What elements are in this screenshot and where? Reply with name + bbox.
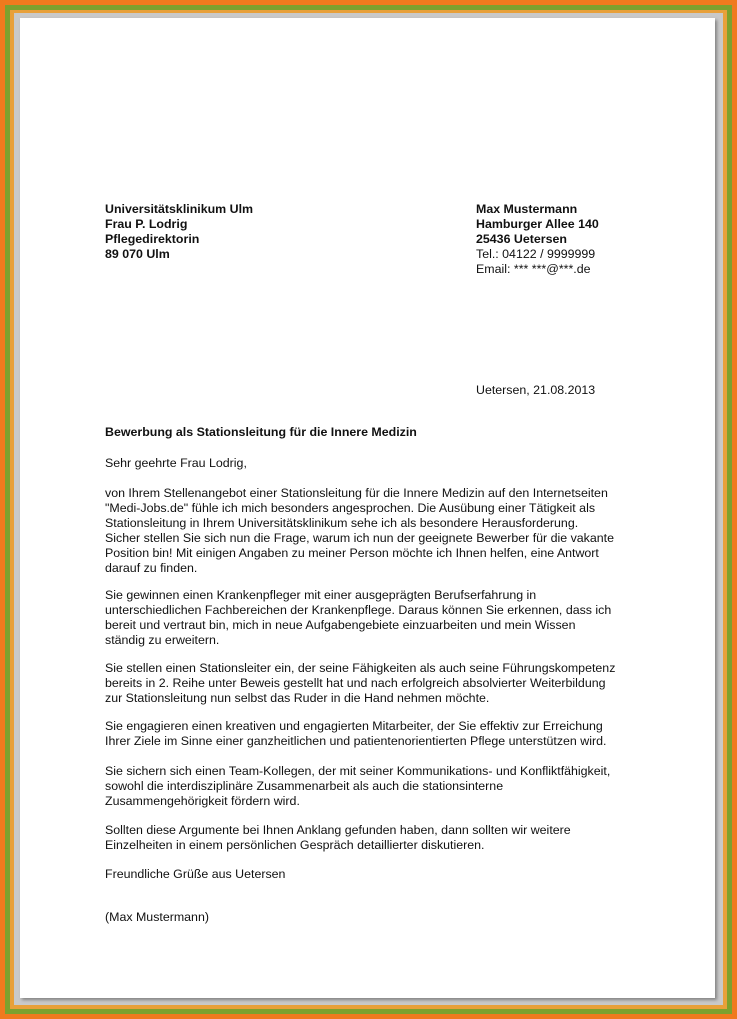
- body-paragraph-1: [105, 486, 614, 576]
- letter-page: [20, 18, 715, 998]
- sender-address-block: [476, 202, 599, 277]
- body-paragraph-6: [105, 823, 571, 853]
- sender-phone: Tel.: 04122 / 9999999: [476, 247, 596, 261]
- letter-salutation: Sehr geehrte Frau Lodrig,: [105, 456, 247, 470]
- paragraph-line: bereits in 2. Reihe unter Beweis gestellt hat und nach erfolgreich absolvierter Weiterbildung: [105, 676, 606, 690]
- paragraph-line: Sicher stellen Sie sich nun die Frage, warum ich nun der geeignete Bewerber für die vakante: [105, 531, 614, 545]
- paragraph-line: Stationsleitung in Ihrem Universitätsklinikum sehe ich als besondere Herausforderung.: [105, 516, 579, 530]
- recipient-name: Frau P. Lodrig: [105, 217, 188, 231]
- letter-signature: (Max Mustermann): [105, 910, 209, 924]
- paragraph-line: Einzelheiten in einem persönlichen Gespräch detaillierter diskutieren.: [105, 838, 485, 852]
- paragraph-line: "Medi-Jobs.de" fühle ich mich besonders angesprochen. Die Ausübung einer Tätigkeit als: [105, 501, 596, 515]
- sender-email: Email: *** ***@***.de: [476, 262, 591, 276]
- body-paragraph-3: [105, 661, 615, 706]
- paragraph-line: Sie gewinnen einen Krankenpfleger mit einer ausgeprägten Berufserfahrung in: [105, 588, 537, 602]
- paragraph-line: Zusammengehörigkeit fördern wird.: [105, 794, 300, 808]
- paragraph-line: Sie engagieren einen kreativen und engagierten Mitarbeiter, der Sie effektiv zur Erreichung: [105, 719, 603, 733]
- paragraph-line: unterschiedlichen Fachbereichen der Krankenpflege. Daraus können Sie erkennen, dass ich: [105, 603, 612, 617]
- paragraph-line: von Ihrem Stellenangebot einer Stationsleitung für die Innere Medizin auf den Internetseiten: [105, 486, 608, 500]
- body-paragraph-2: [105, 588, 611, 648]
- sender-name: Max Mustermann: [476, 202, 578, 216]
- body-paragraph-4: [105, 719, 606, 749]
- paragraph-line: Sie sichern sich einen Team-Kollegen, der mit seiner Kommunikations- und Konfliktfähigkeit,: [105, 764, 611, 778]
- paragraph-line: sowohl die interdisziplinäre Zusammenarbeit als auch die stationsinterne: [105, 779, 504, 793]
- paragraph-line: ständig zu erweitern.: [105, 633, 220, 647]
- recipient-institution: Universitätsklinikum Ulm: [105, 202, 254, 216]
- paragraph-line: bereit und vertraut bin, mich in neue Aufgabengebiete einzuarbeiten und mein Wissen: [105, 618, 576, 632]
- sender-city: 25436 Uetersen: [476, 232, 567, 246]
- sender-street: Hamburger Allee 140: [476, 217, 599, 231]
- recipient-city: 89 070 Ulm: [105, 247, 170, 261]
- paragraph-line: Position bin! Mit einigen Angaben zu meiner Person möchte ich Ihnen helfen, eine Antwort: [105, 546, 599, 560]
- paragraph-line: Ihrer Ziele im Sinne einer ganzheitlichen und patientenorientierten Pflege unterstützen wird.: [105, 734, 607, 748]
- letter-date: Uetersen, 21.08.2013: [476, 383, 596, 397]
- body-paragraph-5: [105, 764, 610, 809]
- recipient-title: Pflegedirektorin: [105, 232, 200, 246]
- letter-closing: Freundliche Grüße aus Uetersen: [105, 867, 286, 881]
- paragraph-line: Sollten diese Argumente bei Ihnen Anklang gefunden haben, dann sollten wir weitere: [105, 823, 571, 837]
- paragraph-line: Sie stellen einen Stationsleiter ein, der seine Fähigkeiten als auch seine Führungskompetenz: [105, 661, 616, 675]
- paragraph-line: darauf zu finden.: [105, 561, 198, 575]
- recipient-address-block: [105, 202, 253, 262]
- letter-subject: Bewerbung als Stationsleitung für die Innere Medizin: [105, 425, 417, 439]
- paragraph-line: zur Stationsleitung nun selbst das Ruder in die Hand nehmen möchte.: [105, 691, 490, 705]
